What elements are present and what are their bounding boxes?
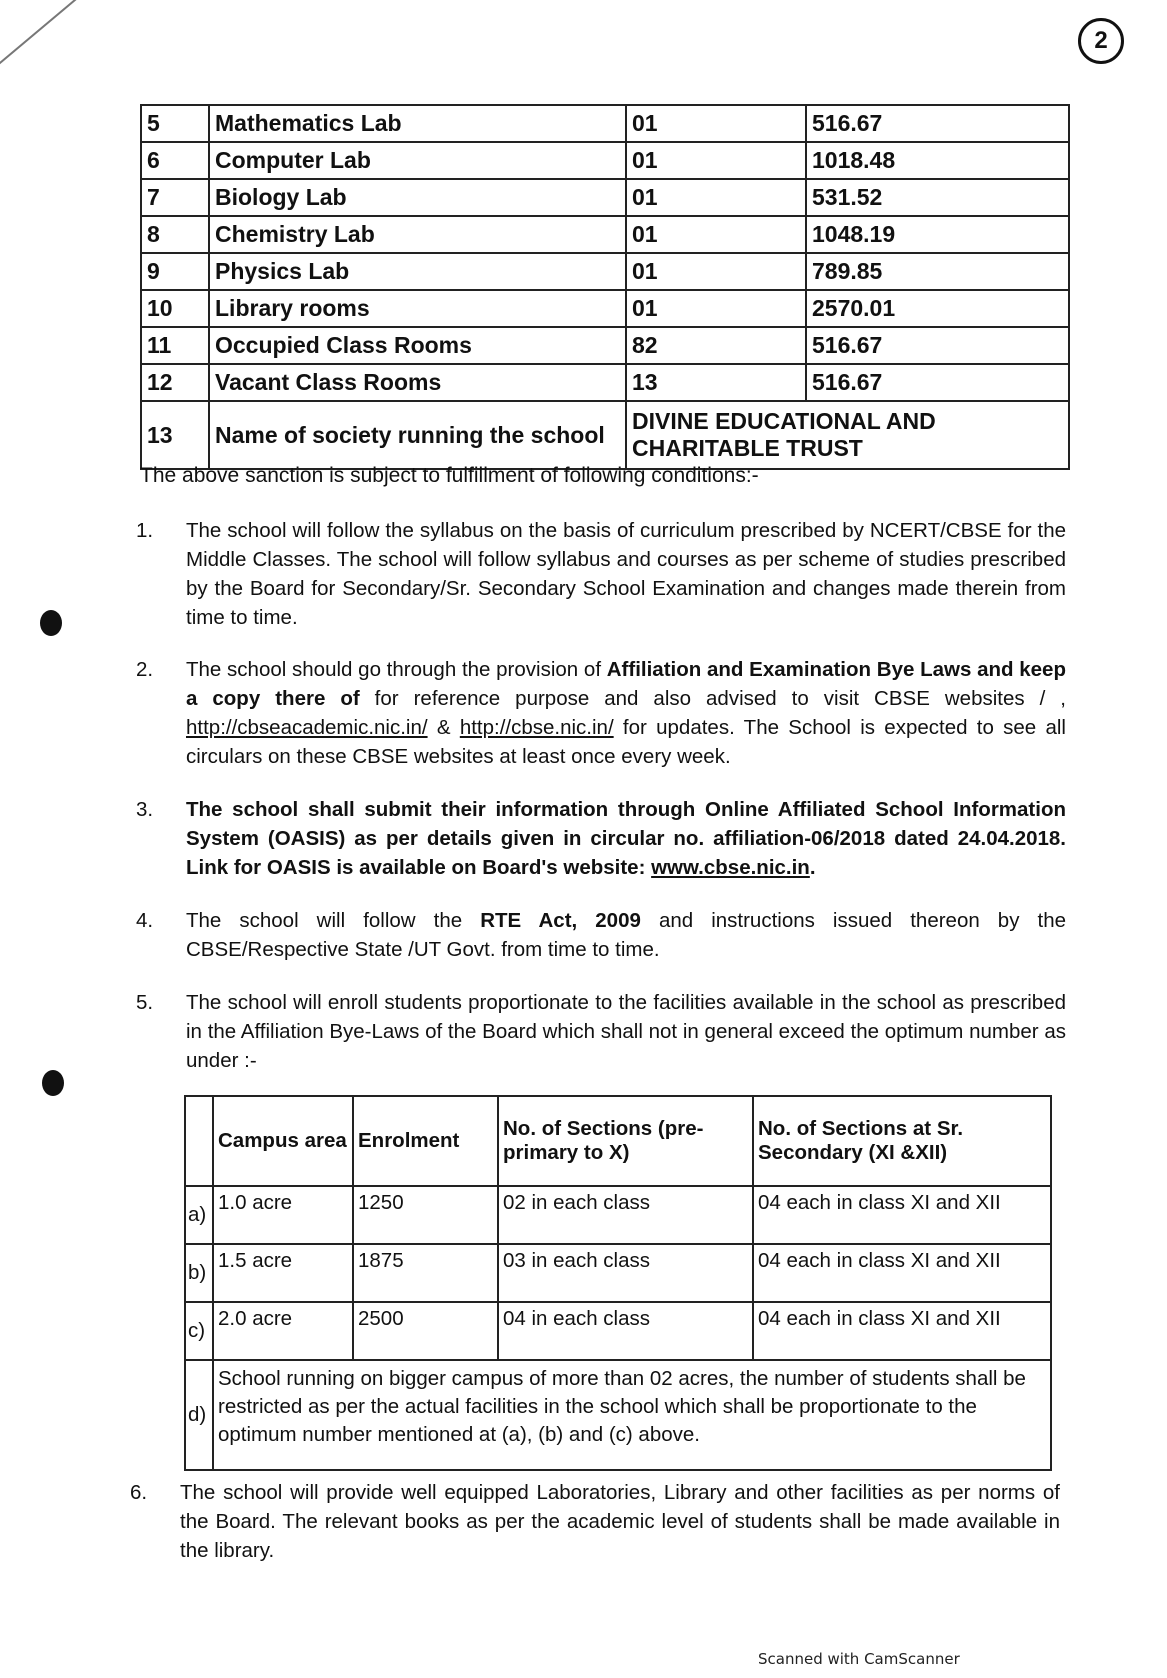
sections: 04 in each class [498,1302,753,1360]
facility-count: 01 [626,253,806,290]
row-number: 5 [141,105,209,142]
facility-area: 1048.19 [806,216,1069,253]
row-number: 12 [141,364,209,401]
column-header: Campus area [213,1096,353,1186]
facility-name: Library rooms [209,290,626,327]
condition-text: The school will provide well equipped Laboratories, Library and other facilities as per norms of the Board. The relevant books as per the academic level of students shall be made available in the library. [180,1481,1060,1562]
sr-sections: 04 each in class XI and XII [753,1186,1051,1244]
facility-name: Vacant Class Rooms [209,364,626,401]
scan-edge-line [0,0,122,72]
enrolment: 2500 [353,1302,498,1360]
condition-text [186,795,1066,882]
facility-name: Biology Lab [209,179,626,216]
condition-text-part: for updates. The School is expected to see all circulars on these CBSE websites at least once every week. [186,716,1066,768]
society-row [141,401,1069,469]
row-number: 9 [141,253,209,290]
condition-number: 4. [136,909,154,932]
society-name: DIVINE EDUCATIONAL AND CHARITABLE TRUST [626,401,1069,469]
column-header: Enrolment [353,1096,498,1186]
sections: 03 in each class [498,1244,753,1302]
condition-6 [130,1478,1060,1565]
bigger-campus-note: School running on bigger campus of more than 02 acres, the number of students shall be restricted as per the actual facilities in the school which shall be proportionate to the optimum number mentioned at (a), (b) and (c) above. [213,1360,1051,1470]
condition-text-part: & [427,716,460,739]
table-row [141,216,1069,253]
condition-5 [136,988,1066,1075]
facility-table [140,104,1070,470]
condition-text-part: and instructions issued thereon by the CBSE/Respective State /UT Govt. from time to time. [186,909,1067,961]
campus-area: 2.0 acre [213,1302,353,1360]
table-row [185,1186,1051,1244]
conditions-intro: The above sanction is subject to fulfillment of following conditions:- [140,464,759,487]
facility-area: 516.67 [806,105,1069,142]
condition-number: 1. [136,519,154,542]
page-number: 2 [1078,18,1124,64]
table-row [185,1302,1051,1360]
condition-text: The school will follow the syllabus on the basis of curriculum prescribed by NCERT/CBSE for the Middle Classes. The school will follow syllabus and courses as per scheme of studies prescribed by the Board for Secondary/Sr. Secondary School Examination and changes made therein from time to time. [186,519,1066,629]
sr-sections: 04 each in class XI and XII [753,1302,1051,1360]
condition-text: The school will enroll students proportionate to the facilities available in the school as prescribed in the Affiliation Bye-Laws of the Board which shall not in general exceed the optimum number as under :- [186,991,1066,1072]
row-number: 10 [141,290,209,327]
table-row [141,179,1069,216]
facility-area: 789.85 [806,253,1069,290]
campus-area: 1.5 acre [213,1244,353,1302]
facility-area: 516.67 [806,327,1069,364]
facility-area: 516.67 [806,364,1069,401]
condition-number: 6. [130,1481,148,1504]
condition-2 [136,655,1066,771]
column-header: No. of Sections at Sr. Secondary (XI &XII) [753,1096,1051,1186]
condition-text-part: for reference purpose and also advised to visit CBSE websites / , [359,687,1066,710]
enrolment: 1875 [353,1244,498,1302]
condition-text-part: The school should go through the provision of [186,658,607,681]
facility-count: 01 [626,142,806,179]
punch-hole [40,610,62,636]
cbse-link[interactable]: http://cbse.nic.in/ [459,716,614,739]
facility-count: 01 [626,179,806,216]
facility-name: Occupied Class Rooms [209,327,626,364]
bye-laws-emphasis: Affiliation and Examination Bye Laws and keep a copy there of [186,658,1066,710]
cbse-academic-link[interactable]: http://cbseacademic.nic.in/ [186,716,428,739]
row-number: 6 [141,142,209,179]
condition-number: 2. [136,658,154,681]
condition-text [186,655,1066,771]
row-number: 7 [141,179,209,216]
facility-name: Physics Lab [209,253,626,290]
campus-area: 1.0 acre [213,1186,353,1244]
table-row [141,105,1069,142]
table-row [141,253,1069,290]
cbse-website-link[interactable]: www.cbse.nic.in [651,856,810,879]
table-row [141,290,1069,327]
facility-name: Mathematics Lab [209,105,626,142]
condition-text [186,906,1066,964]
facility-area: 1018.48 [806,142,1069,179]
facility-count: 01 [626,216,806,253]
facility-count: 82 [626,327,806,364]
oasis-text: The school shall submit their information through Online Affiliated School Information System (OASIS) as per details given in circular no. affiliation-06/2018 dated 24.04.2018. Link for OASIS is available on Board's website: [186,798,1066,879]
condition-1 [136,516,1066,632]
facility-count: 01 [626,290,806,327]
sr-sections: 04 each in class XI and XII [753,1244,1051,1302]
table-header-row [185,1096,1051,1186]
enrolment: 1250 [353,1186,498,1244]
society-label: Name of society running the school [209,401,626,469]
header-blank-cell [185,1096,213,1186]
row-label: c) [185,1302,213,1360]
facility-name: Chemistry Lab [209,216,626,253]
condition-3 [136,795,1066,882]
condition-number: 5. [136,991,154,1014]
optimum-number-table [184,1095,1052,1471]
table-row [185,1244,1051,1302]
table-row [141,142,1069,179]
scanner-watermark: Scanned with CamScanner [758,1650,960,1668]
condition-text-part: . [809,856,816,879]
row-number: 13 [141,401,209,469]
sections: 02 in each class [498,1186,753,1244]
row-label: d) [185,1360,213,1470]
facility-count: 13 [626,364,806,401]
condition-text-part: The school will follow the [186,909,481,932]
punch-hole [42,1070,64,1096]
table-row [141,364,1069,401]
facility-name: Computer Lab [209,142,626,179]
facility-area: 531.52 [806,179,1069,216]
row-label: a) [185,1186,213,1244]
facility-count: 01 [626,105,806,142]
rte-act-emphasis: RTE Act, 2009 [480,909,641,932]
row-number: 8 [141,216,209,253]
table-row [141,327,1069,364]
condition-number: 3. [136,798,154,821]
facility-area: 2570.01 [806,290,1069,327]
row-number: 11 [141,327,209,364]
column-header: No. of Sections (pre-primary to X) [498,1096,753,1186]
table-note-row [185,1360,1051,1470]
row-label: b) [185,1244,213,1302]
condition-4 [136,906,1066,964]
